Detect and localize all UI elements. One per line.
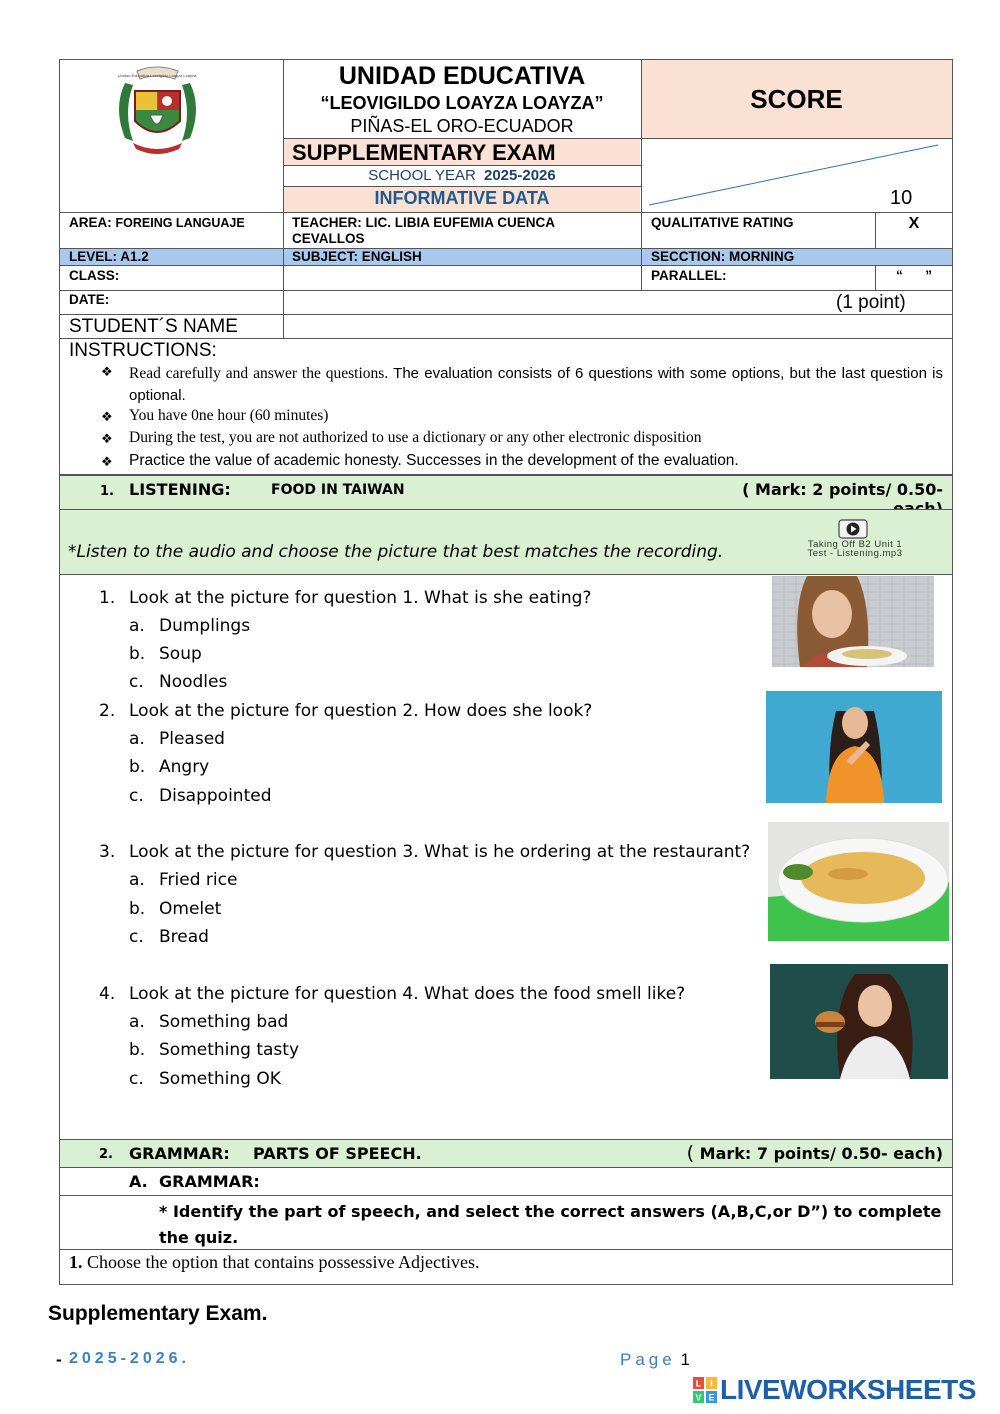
instruction-item-1b: The evaluation consists of 6 questions with some options, but the last question is optional. <box>129 365 943 404</box>
grammar-mark-paren: ( <box>686 1142 695 1164</box>
student-name-input[interactable] <box>284 315 952 338</box>
question-3-option-b[interactable]: Omelet <box>159 899 222 919</box>
qualitative-rating-label: QUALITATIVE RATING <box>651 215 794 230</box>
question-1-option-a[interactable]: Dumplings <box>159 616 251 636</box>
teacher-label: TEACHER: <box>292 215 362 230</box>
option-label: c. <box>129 672 144 692</box>
school-year-value: 2025-2026 <box>483 167 556 184</box>
instructions-title: INSTRUCTIONS: <box>69 340 217 361</box>
question-1-option-c[interactable]: Noodles <box>159 672 228 692</box>
question-3-photo <box>768 822 949 941</box>
question-3-option-c[interactable]: Bread <box>159 927 209 947</box>
subject-field: SUBJECT: ENGLISH <box>292 249 422 264</box>
area-value: FOREING LANGUAJE <box>115 216 245 230</box>
grammar-number: 2. <box>99 1147 113 1162</box>
grammar-topic: PARTS OF SPEECH. <box>253 1144 422 1163</box>
footer-page-number: 1 <box>680 1350 690 1369</box>
footer-page <box>620 1350 690 1370</box>
question-4-number: 4. <box>99 984 116 1004</box>
question-2-text: Look at the picture for question 2. How does she look? <box>129 701 593 721</box>
audio-filename-1: Taking Off B2 Unit 1 <box>807 539 903 550</box>
logo-letter-i: I <box>710 1378 713 1389</box>
informative-data-title: INFORMATIVE DATA <box>374 188 550 208</box>
school-year-label: SCHOOL YEAR <box>368 167 476 184</box>
grammar-question-1-text: Choose the option that contains possessive Adjectives. <box>82 1252 480 1272</box>
score-label: SCORE <box>750 84 843 114</box>
question-4-text: Look at the picture for question 4. What does the food smell like? <box>129 984 686 1004</box>
liveworksheets-logo-icon <box>693 1377 717 1403</box>
question-4-option-b[interactable]: Something tasty <box>159 1040 300 1060</box>
question-2-option-c[interactable]: Disappointed <box>159 786 272 806</box>
option-label: a. <box>129 729 145 749</box>
footer-title: Supplementary Exam. <box>48 1302 268 1325</box>
grammar-sub-label: A. <box>129 1172 148 1191</box>
parallel-value[interactable]: “ ” <box>895 268 932 283</box>
question-4-option-c[interactable]: Something OK <box>159 1069 281 1089</box>
option-label: a. <box>129 1012 145 1032</box>
bullet-icon: ❖ <box>101 409 113 424</box>
option-label: c. <box>129 927 144 947</box>
question-1-photo <box>772 576 934 667</box>
question-1-number: 1. <box>99 588 116 608</box>
instruction-item-1a: Read carefully and answer the questions. <box>129 365 389 382</box>
grammar-mark <box>680 1142 943 1164</box>
question-2-photo <box>766 691 942 803</box>
logo-letter-l: L <box>695 1378 702 1389</box>
audio-filename-2: Test - Listening.mp3 <box>807 548 903 559</box>
footer-years: 2025-2026. <box>69 1350 190 1367</box>
area-field <box>69 215 245 230</box>
bullet-icon: ❖ <box>101 364 113 379</box>
date-label: DATE: <box>69 292 110 307</box>
question-4-option-a[interactable]: Something bad <box>159 1012 289 1032</box>
level-row <box>60 248 952 265</box>
class-input[interactable] <box>284 266 640 289</box>
teacher-value: LIC. LIBIA EUFEMIA CUENCA CEVALLOS <box>292 215 555 246</box>
teacher-field <box>292 215 612 247</box>
school-subtitle: “LEOVIGILDO LOAYZA LOAYZA” <box>320 93 604 113</box>
instruction-item-4: Practice the value of academic honesty. Successes in the development of the evaluation. <box>129 452 739 469</box>
audio-player[interactable] <box>785 519 925 559</box>
option-label: b. <box>129 1040 146 1060</box>
question-1-text: Look at the picture for question 1. What is she eating? <box>129 588 592 608</box>
liveworksheets-wordmark: LIVEWORKSHEETS <box>720 1374 976 1405</box>
question-2-option-b[interactable]: Angry <box>159 757 210 777</box>
exam-title: SUPPLEMENTARY EXAM <box>292 140 556 165</box>
question-3-number: 3. <box>99 842 116 862</box>
date-input[interactable] <box>284 291 824 313</box>
logo-ribbon-text: Unidad Educativa Leovigildo Loayza Loayza <box>117 73 197 78</box>
point-value: (1 point) <box>836 292 906 313</box>
qualitative-rating-mark: X <box>908 215 920 232</box>
footer-dash: - <box>56 1350 62 1369</box>
question-3-text: Look at the picture for question 3. What is he ordering at the restaurant? <box>129 842 751 862</box>
audio-play-icon[interactable] <box>838 519 868 539</box>
instruction-item-2: You have 0ne hour (60 minutes) <box>129 407 329 424</box>
student-name-label: STUDENT´S NAME <box>69 316 238 337</box>
option-label: a. <box>129 616 145 636</box>
logo-letter-v: V <box>695 1392 702 1403</box>
class-label: CLASS: <box>69 268 120 283</box>
listening-number: 1. <box>100 484 114 499</box>
level-field: LEVEL: A1.2 <box>69 249 149 264</box>
grammar-mark-text: Mark: 7 points/ 0.50- each) <box>694 1144 943 1163</box>
question-1-option-b[interactable]: Soup <box>159 644 202 664</box>
school-crest-logo <box>105 63 210 159</box>
question-3-option-a[interactable]: Fried rice <box>159 870 238 890</box>
school-location: PIÑAS-EL ORO-ECUADOR <box>350 116 574 136</box>
school-year-line <box>284 167 640 184</box>
question-4-photo <box>770 964 948 1079</box>
footer-page-label: Page <box>620 1350 676 1369</box>
listening-instruction: *Listen to the audio and choose the picture that best matches the recording. <box>68 542 724 562</box>
grammar-sub-title: GRAMMAR: <box>159 1172 260 1191</box>
option-label: b. <box>129 899 146 919</box>
option-label: b. <box>129 644 146 664</box>
grammar-instruction: * Identify the part of speech, and select the correct answers (A,B,C,or D”) to complete the quiz. <box>159 1202 942 1247</box>
listening-topic: FOOD IN TAIWAN <box>271 482 405 498</box>
parallel-label: PARALLEL: <box>651 268 727 283</box>
listening-title: LISTENING: <box>129 480 231 499</box>
bullet-icon: ❖ <box>101 431 113 446</box>
question-2-option-a[interactable]: Pleased <box>159 729 225 749</box>
section-field: SECCTION: MORNING <box>651 249 795 264</box>
school-name: UNIDAD EDUCATIVA <box>338 62 586 90</box>
logo-letter-e: E <box>708 1392 715 1403</box>
grammar-title: GRAMMAR: <box>129 1144 230 1163</box>
instruction-item-1 <box>129 363 943 407</box>
grammar-question-1-number: 1. <box>69 1252 83 1272</box>
score-max: 10 <box>890 187 913 209</box>
bullet-icon: ❖ <box>101 454 113 469</box>
option-label: a. <box>129 870 145 890</box>
option-label: b. <box>129 757 146 777</box>
listening-mark: ( Mark: 2 points/ 0.50- <box>742 480 943 499</box>
grammar-question-1 <box>69 1252 479 1273</box>
question-2-number: 2. <box>99 701 116 721</box>
instruction-item-3: During the test, you are not authorized to use a dictionary or any other electronic disposition <box>129 429 702 446</box>
area-label: AREA: <box>69 215 112 230</box>
option-label: c. <box>129 786 144 806</box>
option-label: c. <box>129 1069 144 1089</box>
